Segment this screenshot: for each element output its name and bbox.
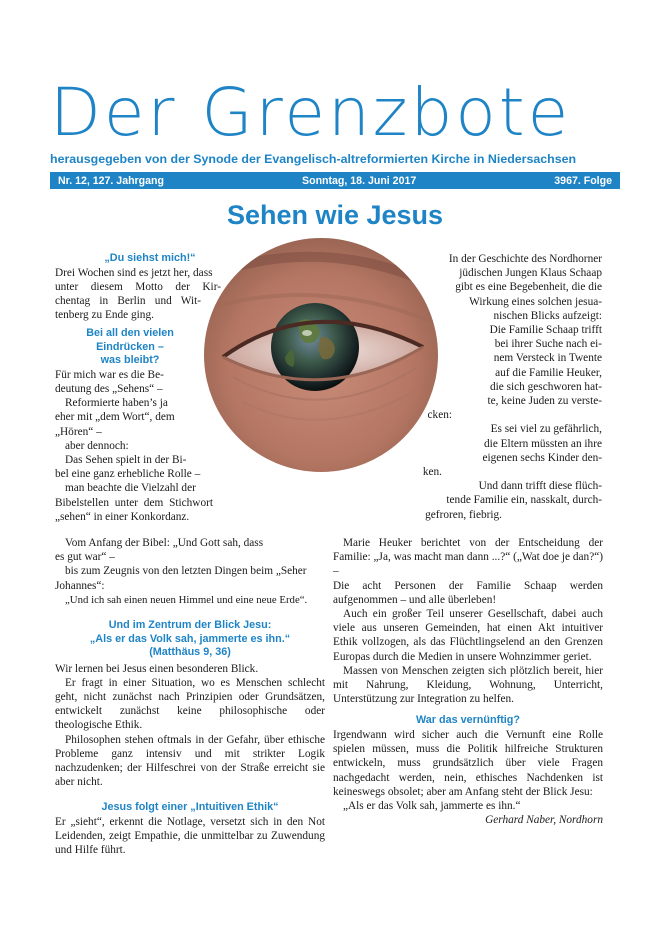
text-line: bel eine ganz erhebliche Rolle – — [55, 468, 201, 481]
publisher-line: herausgegeben von der Synode der Evangelisch-altreformierten Kirche in Niedersachsen — [50, 152, 577, 166]
paragraph: Wir lernen bei Jesus einen besonderen Blick. — [55, 662, 259, 675]
text-line: die Eltern müssten an ihre — [484, 437, 602, 450]
subheading-line: Und im Zentrum der Blick Jesu: — [108, 619, 272, 632]
paragraph: Philosophen stehen oftmals in der Gefahr, über ethische Probleme ganz intensiv und mit strikter Logik nachzudenken; der Hilfeschrei von der Straße erreicht sie aber nicht. — [55, 733, 325, 789]
text-line: Es sei viel zu gefährlich, — [490, 423, 602, 436]
text-line: nem Versteck in Twente — [493, 352, 602, 365]
text-line: Johannes“: — [55, 579, 105, 592]
paragraph: Irgendwann wird sicher auch die Vernunft eine Rolle spielen müssen, muss die Politik hilfreiche Strukturen entwickeln, muss grundsätzlich über viele Fragen nachgedacht werden, nein, ethisches Nachdenken ist keineswegs obsolet; aber am Anfang steht der Blick Jesu: — [333, 728, 603, 798]
text-line: nischen Blicks aufzeigt: — [493, 309, 602, 322]
text-line: Bibelstellen unter dem Stichwort — [55, 496, 213, 509]
quote: „Als er das Volk sah, jammerte es ihn.“ — [343, 799, 521, 812]
right-column-top — [370, 252, 602, 522]
subheading-line: Bei all den vielen — [86, 327, 174, 340]
text-line: Und dann trifft diese flüch- — [478, 480, 602, 493]
article-headline: Sehen wie Jesus — [226, 200, 444, 230]
text-line: Für mich war es die Be- — [55, 368, 164, 381]
paragraph: Massen von Menschen zeigten sich plötzlich bereit, hier mit Nahrung, Kleidung, Wohnung, Unterricht, Unterstützung zur Integration zu helfen. — [333, 664, 603, 706]
text-line: Das Sehen spielt in der Bi- — [65, 454, 187, 467]
text-line: te, keine Juden zu verste- — [487, 395, 602, 408]
subheading-line: (Matthäus 9, 36) — [149, 646, 231, 659]
text-line: es gut war“ – — [55, 551, 115, 564]
text-line: tende Familie ein, nasskalt, durch- — [446, 494, 602, 507]
text-line: Vom Anfang der Bibel: „Und Gott sah, dass — [65, 537, 264, 549]
subheading-intuitive-ethik: Jesus folgt einer „Intuitiven Ethik“ — [101, 801, 279, 814]
text-line: „Und ich sah einen neuen Himmel und eine neue Erde“. — [65, 593, 308, 606]
text-line: bis zum Zeugnis von den letzten Dingen beim „Seher — [65, 565, 307, 578]
subheading-du-siehst-mich: „Du siehst mich!“ — [104, 252, 196, 264]
subheading-vernuenftig: War das vernünftig? — [416, 714, 520, 727]
masthead — [50, 74, 620, 189]
text-line: auf die Familie Heuker, — [495, 366, 602, 379]
paragraph: Er fragt in einer Situation, wo es Menschen schlecht geht, nicht zunächst nach Prinzipien oder Grundsätzen, entwickelt zunächst keine philosophische oder theologische Ethik. — [55, 676, 325, 732]
subheading-line: Eindrücken – — [96, 340, 164, 353]
text-line: aber dennoch: — [65, 439, 129, 452]
text-line: man beachte die Vielzahl der — [65, 482, 196, 495]
paragraph: Die acht Personen der Familie Schaap werden aufgenommen – und alle überleben! — [333, 579, 603, 606]
left-column-bottom — [55, 536, 325, 857]
text-line: „Hören“ – — [55, 425, 102, 438]
text-line: chentag in Berlin und Wit- — [55, 294, 201, 307]
text-line: Die Familie Schaap trifft — [489, 324, 602, 337]
text-line: Drei Wochen sind es jetzt her, dass — [55, 266, 213, 279]
text-line: Reformierte haben’s ja — [65, 397, 168, 410]
text-line: In der Geschichte des Nordhorner — [448, 253, 602, 265]
paragraph: Auch ein großer Teil unserer Gesellschaft, dabei auch viele aus unseren Gemeinden, hat einen Akt intuitiver Ethik vollzogen, als das Flüchtlingselend an den Grenzen Europas durch die Medien in unsere Wohnzimmer geriet. — [333, 608, 603, 663]
text-line: „sehen“ in einer Konkordanz. — [55, 510, 190, 523]
issue-number: Nr. 12, 127. Jahrgang — [58, 174, 164, 187]
text-line: die sich geschworen hat- — [490, 380, 602, 393]
paragraph: Er „sieht“, erkennt die Notlage, versetzt sich in den Not Leidenden, zeigt Empathie, die unmittelbar zu Zuwendung und Hilfe führt. — [55, 815, 325, 857]
text-line: eigenen sechs Kinder den- — [482, 451, 602, 464]
text-line: Wirkung eines solchen jesua- — [469, 295, 602, 308]
right-column-bottom — [333, 536, 603, 827]
text-line: cken: — [427, 409, 452, 422]
text-line: tenberg zu Ende ging. — [55, 309, 154, 322]
text-line: eher mit „dem Wort“, dem — [55, 411, 175, 424]
left-column-top — [55, 252, 245, 524]
author-signature: Gerhard Naber, Nordhorn — [485, 814, 603, 827]
text-line: deutung des „Sehens“ – — [55, 383, 163, 396]
issue-bar — [50, 172, 620, 189]
paragraph: Marie Heuker berichtet von der Entscheidung der Familie: „Ja, was macht man dann ...?“ („Wat doe je dan?“) – — [333, 537, 603, 578]
text-line: bei ihrer Suche nach ei- — [494, 338, 602, 351]
issue-date: Sonntag, 18. Juni 2017 — [302, 174, 417, 187]
text-line: ken. — [422, 466, 442, 479]
newspaper-title: Der Grenzbote — [50, 74, 572, 151]
subheading-eindruecke — [55, 327, 205, 368]
text-line: gibt es eine Begebenheit, die die — [455, 281, 602, 294]
issue-sequence: 3967. Folge — [554, 174, 612, 187]
subheading-line: was bleibt? — [100, 354, 160, 367]
subheading-line: „Als er das Volk sah, jammerte es ihn.“ — [89, 632, 291, 645]
text-line: jüdischen Jungen Klaus Schaap — [459, 267, 602, 280]
subheading-blick-jesu — [55, 619, 325, 660]
text-line: gefroren, fiebrig. — [425, 508, 502, 521]
text-line: unter diesem Motto der Kir- — [55, 280, 221, 293]
